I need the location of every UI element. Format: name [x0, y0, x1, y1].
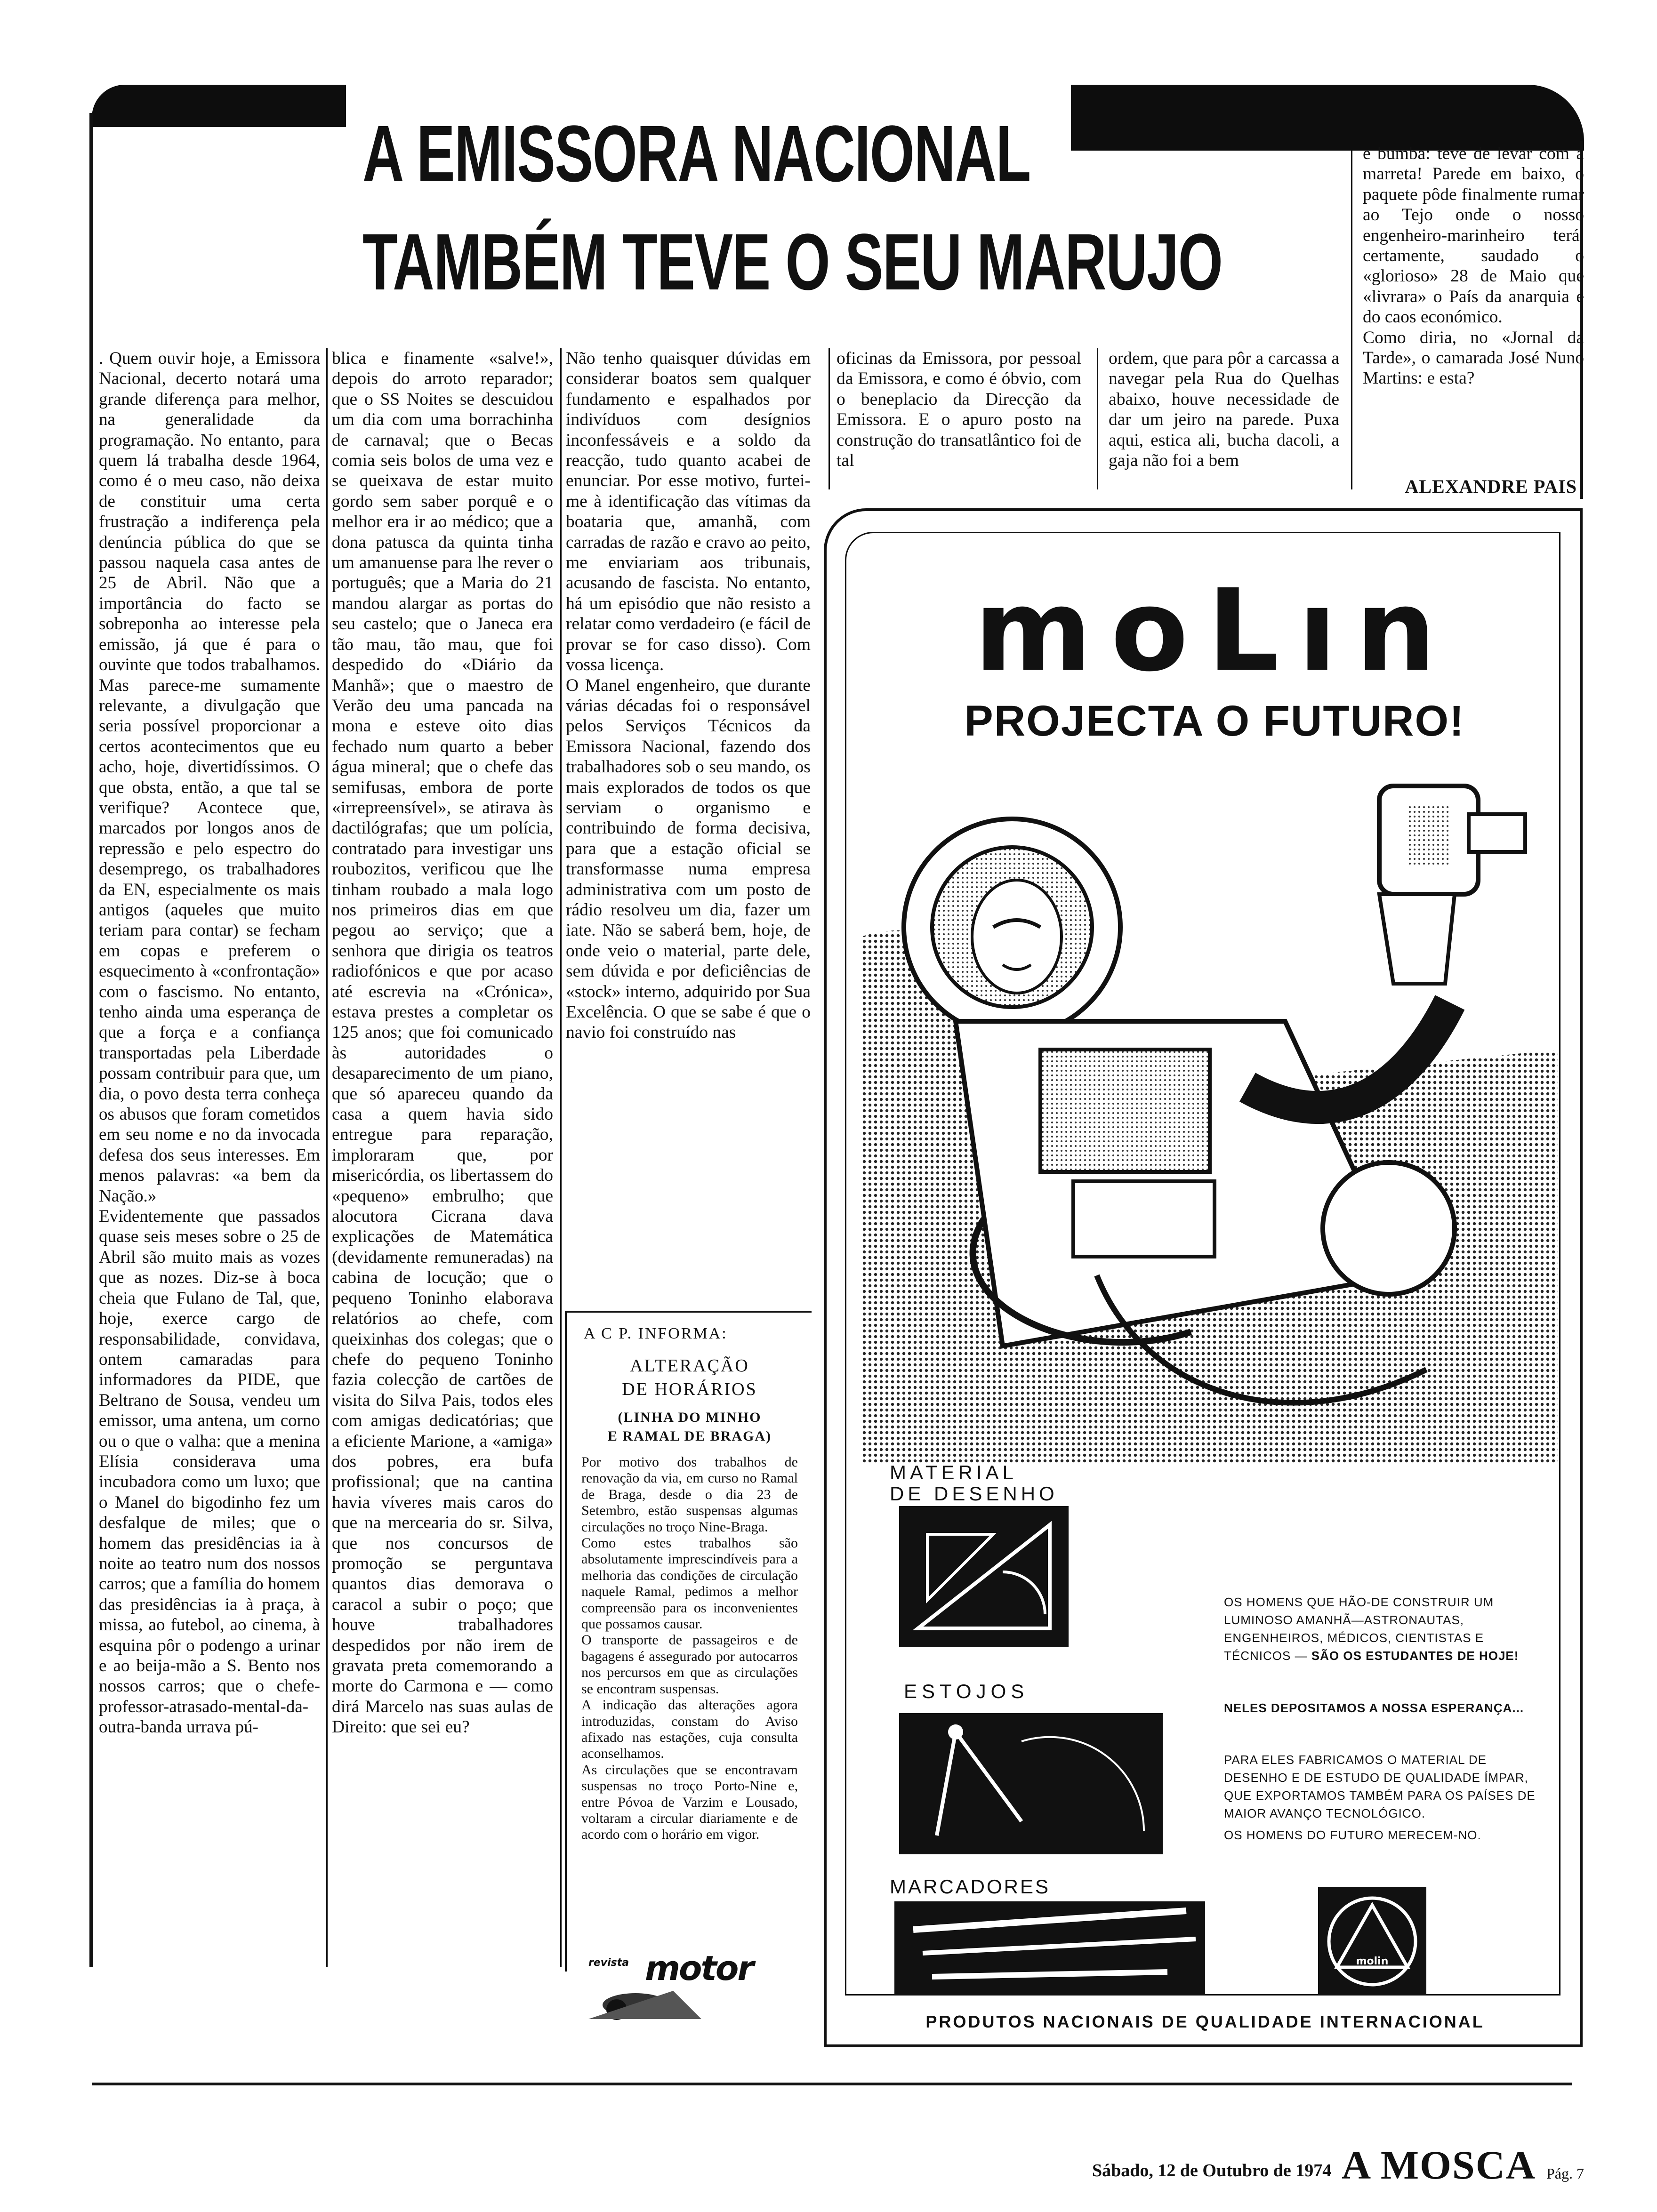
column-divider [1351, 151, 1352, 489]
ad-copy-1-emphasis: SÃO OS ESTUDANTES DE HOJE! [1311, 1649, 1519, 1663]
product-label-marcadores: MARCADORES [890, 1875, 1051, 1898]
footer-paper-name: A MOSCA [1342, 2142, 1536, 2188]
ad-copy-1 [1224, 1593, 1544, 1665]
molin-slogan: PROJECTA O FUTURO! [964, 697, 1465, 745]
cp-notice-subtitle-2: E RAMAL DE BRAGA) [607, 1428, 772, 1444]
drawing-material-image [899, 1506, 1069, 1647]
column-divider [326, 348, 328, 1967]
cp-notice-subtitle-1: (LINHA DO MINHO [618, 1410, 762, 1425]
product-label-material-2: DE DESENHO [890, 1483, 1058, 1505]
product-label-material: MATERIAL [890, 1461, 1017, 1483]
headline-line-2: TAMBÉM TEVE O SEU MARUJO [362, 217, 1223, 307]
headline-line-1: A EMISSORA NACIONAL [362, 109, 1030, 199]
article-column-2: blica e finamente «salve!», depois do arroto reparador; que o SS Noites se descuidou um dia com uma borrachinha de carnaval; que o Becas comia seis bolos de uma vez e se queixava de estar muito gordo sem saber porquê e o melhor era ir ao médico; que a dona patusca da quinta tinha um amanuense para lhe rever o português; que a Maria do 21 mandou alargar as portas do seu castelo; que o Janeca era tão mau, tão mau, que foi despedido do «Diário da Manhã»; que o maestro de Verão deu uma pancada na mona e esteve oito dias fechado num quarto a beber água mineral; que o chefe das semifusas, embora de porte «irrepreensível», se atirava às dactilógrafas; que um polícia, contratado para investigar uns roubozitos, verificou que lhe tinham roubado a mala logo nos primeiros dias em que pegou ao serviço; que a senhora que dirigia os teatros radiofónicos e que por acaso até escrevia na «Crónica», estava prestes a completar os 125 anos; que foi comunicado às autoridades o desaparecimento de um piano, que só apareceu quando da casa a quem havia sido entregue para reparação, imploraram que, por misericórdia, os libertassem do «pequeno» embrulho; que alocutora Cicrana dava explicações de Matemática (devidamente remuneradas) na cabina de locução; que o pequeno Toninho elaborava relatórios ao chefe, com queixinhas dos colegas; que o chefe do pequeno Toninho fazia colecção de cartões de visita do Silva Pais, todos eles com amigas dedicatórias; que a eficiente Marione, a «amiga» dos pobres, era bufa profissional; que na cantina havia víveres mais caros do que na mercearia do sr. Silva, que nos concursos de promoção se perguntava quantos dias demorava o caracol a subir o poço; que houve trabalhadores despedidos por não irem de gravata preta comemorando a morte do Carmona e — como dirá Marcelo nas suas aulas de Direito: que sei eu? [332, 349, 553, 1737]
ad-copy-3: PARA ELES FABRICAMOS O MATERIAL DE DESENHO E DE ESTUDO DE QUALIDADE ÍMPAR, QUE EXPORTAMOS TAMBÉM PARA OS PAÍSES DE MAIOR AVANÇO TECNOLÓGICO. [1224, 1753, 1536, 1820]
cp-notice-header: A C P. INFORMA: [584, 1325, 728, 1342]
article-column-4: oficinas da Emissora, por pessoal da Emissora, e como é óbvio, com o beneplacio da Direcção da Emissora. E o apuro posto na construção do transatlântico foi de tal [837, 349, 1081, 471]
cp-notice-body: Por motivo dos trabalhos de renovação da via, em curso no Ramal de Braga, desde o dia 23 de Setembro, estão suspensas algumas circulações no troço Nine-Braga. Como estes trabalhos são absolutamente imprescindíveis para a melhoria das condições de circulação naquele Ramal, pedimos a melhor compreensão para os inconvenientes que possamos causar. O transporte de passageiros e de bagagens é assegurado por autocarros nos percursos em que as circulações se encontram suspensas. A indicação das alterações agora introduzidas, constam do Aviso afixado nas estações, cuja consulta aconselhamos. As circulações que se encontravam suspensas no troço Porto-Nine e, entre Póvoa de Varzim e Lousado, voltaram a circular diariamente e de acordo com o horário em vigor. [581, 1454, 798, 1843]
article-column-5: ordem, que para pôr a carcassa a navegar pela Rua do Quelhas abaixo, houve necessidade de dar um jeiro na parede. Puxa aqui, estica ali, bucha dacoli, a gaja não foi a bem [1109, 349, 1339, 471]
article-column-6: e bumba: teve de levar com a marreta! Parede em baixo, o paquete pôde finalmente rumar ao Tejo onde o nosso engenheiro-marinheiro terá, certamente, saudado o «glorioso» 28 de Maio que «livrara» o País da anarquia e do caos económico. Como diria, no «Jornal da Tarde», o camarada José Nuno Martins: e esta? [1363, 144, 1584, 388]
cp-notice-title-1: ALTERAÇÃO [630, 1356, 749, 1376]
ad-copy-1-text: OS HOMENS QUE HÃO-DE CONSTRUIR UM LUMINOSO AMANHÃ—ASTRONAUTAS, ENGENHEIROS, MÉDICOS, CIENTISTAS E TÉCNICOS — [1224, 1595, 1494, 1663]
author-byline: ALEXANDRE PAIS [1405, 476, 1577, 497]
cp-notice-title-2: DE HORÁRIOS [622, 1379, 757, 1399]
footer-page-number: Pág. 7 [1546, 2165, 1584, 2182]
product-label-estojos: ESTOJOS [904, 1680, 1029, 1702]
molin-logo-text: molin [1356, 1956, 1389, 1967]
article-column-3: Não tenho quaisquer dúvidas em considerar boatos sem qualquer fundamento e espalhados por indivíduos com desígnios inconfessáveis e a soldo da reacção, tudo quanto acabei de enunciar. Por esse motivo, furtei-me à identificação das vítimas da boataria que, amanhã, com carradas de razão e cravo ao peito, me enviariam aos tribunais, acusando de fascista. No entanto, há um episódio que não resisto a relatar como verdadeiro (e fácil de provar se for caso disso). Com vossa licença. O Manel engenheiro, que durante várias décadas foi o responsável pelos Serviços Técnicos da Emissora Nacional, fazendo dos trabalhadores sob o seu mando, os mais explorados de todos os que serviam o organismo e contribuindo de forma decisiva, para que a estação oficial se transformasse numa empresa administrativa com um posto de rádio resolveu um dia, fazer um iate. Não se saberá bem, hoje, de onde veio o material, parte dele, sem dúvida e por deficiências de «stock» interno, adquirido por Sua Excelência. O que se sabe é que o navio foi construído nas [566, 349, 811, 1042]
astronaut-illustration [861, 758, 1558, 1464]
ad-copy-2: NELES DEPOSITAMOS A NOSSA ESPERANÇA... [1224, 1701, 1524, 1715]
motor-logo-small: revista [588, 1957, 629, 1969]
motor-logo-box [579, 1953, 800, 2024]
article-column-1: . Quem ouvir hoje, a Emissora Nacional, decerto notará uma grande diferença para melhor, na generalidade da programação. No entanto, para quem lá trabalha desde 1964, como é o meu caso, não deixa de constituir uma certa frustração a indiferença pela denúncia pública do que se passou naquela casa antes de 25 de Abril. Não que a importância do facto se sobreponha ao interesse pela emissão, já que é para o ouvinte que todos trabalhamos. Mas parece-me sumamente relevante, a divulgação que seria possível proporcionar a certos acontecimentos que eu acho, hoje, divertidíssimos. O que obsta, então, a que tal se verifique? Acontece que, marcados por longos anos de repressão e pelo espectro do desemprego, os trabalhadores da EN, especialmente os mais antigos (aqueles que muito teriam para contar) se fecham em copas e preferem o esquecimento à «confrontação» com o fascismo. No entanto, tenho ainda uma esperança de que a força e a confiança transportadas pela Liberdade possam contribuir para que, um dia, o povo desta terra conheça os abusos que foram cometidos em seu nome e no da invocada defesa dos seus interesses. Em menos palavras: «a bem da Nação.» Evidentemente que passados quase seis meses sobre o 25 de Abril são muito mais as vozes que as nozes. Diz-se à boca cheia que Fulano de Tal, que, hoje, exerce cargo de responsabilidade, convidava, ontem camaradas para informadores da PIDE, que Beltrano de Sousa, vendeu um emissor, uma antena, um corno ou o que o valha: que a menina Elísia considerava uma incubadora como um luxo; que o Manel do bigodinho fez um desfalque de miles; que o homem das presidências ia à noite ao teatro num dos nossos carros; que a família do homem das presidências ia à praça, à missa, ao futebol, ao cinema, à esquina pôr o podengo a urinar e ao beija-mão a S. Bento nos nossos carros; que o chefe-professor-atrasado-mental-da-outra-banda urrava pú- [99, 349, 320, 1737]
molin-brand: moLın [974, 565, 1455, 697]
footer-rule [92, 2083, 1572, 2085]
top-frame-right [1071, 85, 1584, 151]
left-frame-line [89, 113, 93, 1967]
column-divider [828, 348, 830, 489]
column-divider [1097, 348, 1098, 489]
top-frame-left [92, 85, 346, 127]
motor-logo-wordmark: motor [645, 1953, 753, 1988]
molin-logo [1318, 1887, 1426, 1996]
compass-set-image [899, 1713, 1163, 1854]
footer-date: Sábado, 12 de Outubro de 1974 [1092, 2161, 1332, 2180]
ad-copy-4: OS HOMENS DO FUTURO MERECEM-NO. [1224, 1828, 1481, 1842]
markers-image [894, 1901, 1205, 1996]
column-divider [560, 348, 562, 1967]
ad-footer: PRODUTOS NACIONAIS DE QUALIDADE INTERNACIONAL [925, 2012, 1485, 2031]
